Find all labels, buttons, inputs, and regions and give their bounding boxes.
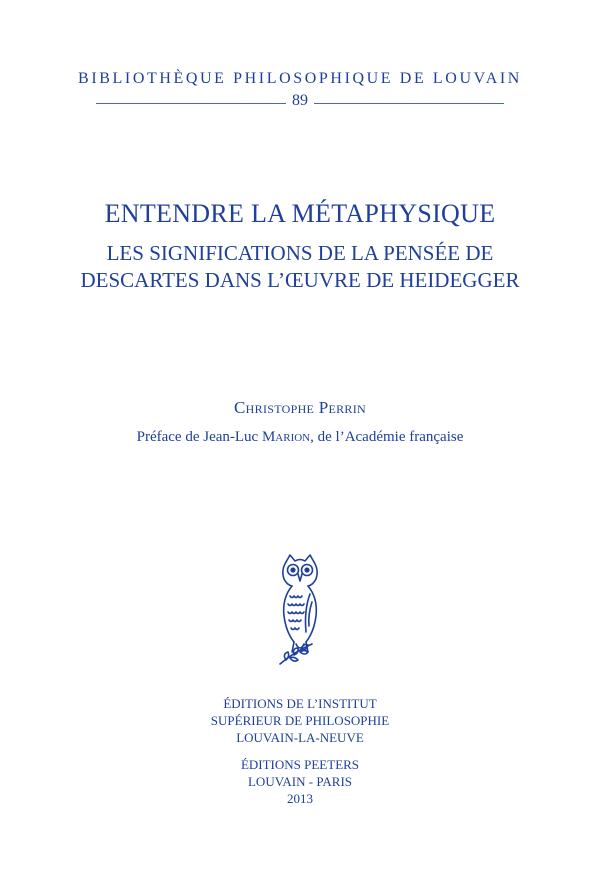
publisher-line: SUPÉRIEUR DE PHILOSOPHIE — [210, 713, 390, 728]
publisher-block-peeters — [0, 756, 600, 807]
publisher-line: ÉDITIONS PEETERS — [240, 757, 360, 772]
book-title: ENTENDRE LA MÉTAPHYSIQUE — [104, 199, 496, 228]
author-name: Christophe Perrin — [234, 398, 366, 417]
series-rule-right — [314, 103, 504, 104]
publisher-line: ÉDITIONS DE L’INSTITUT — [223, 696, 377, 711]
series-title: BIBLIOTHÈQUE PHILOSOPHIQUE DE LOUVAIN — [78, 70, 522, 87]
book-subtitle-line-1: LES SIGNIFICATIONS DE LA PENSÉE DE — [106, 241, 494, 265]
owl-icon — [272, 552, 328, 670]
publisher-line: LOUVAIN - PARIS — [247, 774, 353, 789]
preface-name: Marion — [261, 429, 311, 445]
publisher-block-isp — [0, 695, 600, 746]
publication-year: 2013 — [287, 791, 313, 806]
publisher-line: LOUVAIN-LA-NEUVE — [236, 730, 364, 745]
preface-credit — [0, 429, 600, 446]
preface-suffix: , de l’Académie française — [310, 429, 464, 445]
preface-prefix: Préface de Jean-Luc — [136, 429, 262, 445]
series-number: 89 — [292, 92, 308, 109]
book-subtitle-line-2: DESCARTES DANS L’ŒUVRE DE HEIDEGGER — [80, 268, 520, 292]
